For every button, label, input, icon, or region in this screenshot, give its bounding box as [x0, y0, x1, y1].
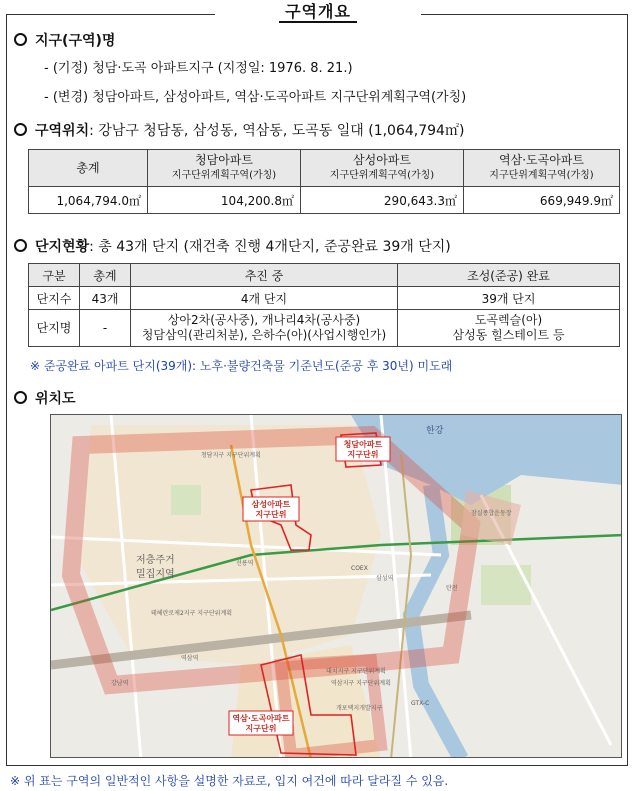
label-yeoksam-1: 역삼·도곡아파트 — [232, 714, 290, 723]
complex-cell: 4개 단지 — [131, 287, 398, 310]
section-heading: 구역위치 — [35, 123, 90, 139]
section-district-name — [14, 30, 115, 50]
label-samseong-station: 삼성역 — [376, 575, 394, 582]
page-title: 구역개요 — [215, 0, 421, 26]
area-header-cheongdam: 청담아파트 지구단위계획구역(가칭) — [148, 150, 301, 187]
area-value-cheongdam: 104,200.8㎡ — [148, 187, 301, 214]
label-gtx: GTX-C — [411, 700, 430, 707]
area-value-total: 1,064,794.0㎡ — [29, 187, 148, 214]
area-header-samsung: 삼성아파트 지구단위계획구역(가칭) — [301, 150, 464, 187]
complex-cell-done: 도곡렉슬(아) 삼성동 힐스테이트 등 — [398, 310, 620, 347]
section-heading: 위치도 — [35, 391, 76, 407]
circle-bullet-icon — [14, 33, 27, 46]
section-heading: 단지현황 — [35, 239, 90, 255]
label-yeoksam-2: 지구단위 — [245, 724, 277, 733]
area-header-total: 총계 — [29, 150, 148, 187]
label-daechi-zone: 대치지구 지구단위계획 — [326, 668, 386, 675]
complex-cell: 39개 단지 — [398, 287, 620, 310]
complex-header: 구분 — [29, 264, 80, 287]
status-text: : 총 43개 단지 (재건축 진행 4개단지, 준공완료 39개 단지) — [89, 239, 451, 255]
label-yeoksam-station: 역삼역 — [181, 655, 199, 662]
circle-bullet-icon — [14, 123, 27, 136]
label-gangnam-station: 강남역 — [111, 680, 129, 687]
label-low-zone-2: 밀집지역 — [136, 569, 175, 580]
district-name-changed: - (변경) 청담아파트, 삼성아파트, 역삼·도곡아파트 지구단위계획구역(가칭) — [44, 90, 467, 105]
complex-cell: 단지명 — [29, 310, 80, 347]
label-cheongdam-1: 청담아파트 — [343, 440, 383, 449]
label-samsung-2: 지구단위 — [255, 510, 287, 519]
complex-cell: 43개 — [80, 287, 131, 310]
section-location — [14, 120, 464, 140]
area-table — [28, 149, 620, 214]
section-heading: 지구(구역)명 — [35, 33, 116, 49]
district-name-existing: - (기정) 청담·도곡 아파트지구 (지정일: 1976. 8. 21.) — [44, 61, 353, 76]
label-yeoksam-zone: 역삼지구 지구단위계획 — [331, 680, 391, 687]
complex-cell: - — [80, 310, 131, 347]
label-coex: COEX — [351, 565, 368, 572]
footnote: ※ 위 표는 구역의 일반적인 사항을 설명한 자료로, 입지 여건에 따라 달라질 수 있음. — [10, 774, 449, 788]
section-complex-status — [14, 236, 451, 256]
label-samsung-1: 삼성아파트 — [251, 500, 291, 509]
area-value-samsung: 290,643.3㎡ — [301, 187, 464, 214]
label-jamsil: 잠실종합운동장 — [471, 510, 512, 517]
label-seolleung-station: 선릉역 — [236, 560, 254, 567]
area-header-yeoksam: 역삼·도곡아파트 지구단위계획구역(가칭) — [464, 150, 620, 187]
complex-cell: 단지수 — [29, 287, 80, 310]
label-cheongdam-zone: 청담지구 지구단위계획 — [201, 452, 261, 459]
complex-header: 조성(준공) 완료 — [398, 264, 620, 287]
section-location-map — [14, 388, 76, 408]
circle-bullet-icon — [14, 239, 27, 252]
complex-header: 총계 — [80, 264, 131, 287]
completion-note: ※ 준공완료 아파트 단지(39개): 노후·불량건축물 기준년도(준공 후 30년) 미도래 — [30, 359, 453, 373]
complex-header: 추진 중 — [131, 264, 398, 287]
label-cheongdam-2: 지구단위 — [347, 450, 379, 459]
complex-cell-ongoing: 상아2차(공사중), 개나리4차(공사중) 청담삼익(관리처분), 은하수(아)(사업시행인가) — [131, 310, 398, 347]
label-teheran-zone: 테헤란로제2지구 지구단위계획 — [151, 610, 233, 617]
complex-table — [28, 263, 620, 347]
area-value-yeoksam: 669,949.9㎡ — [464, 187, 620, 214]
circle-bullet-icon — [14, 391, 27, 404]
label-gaepo: 개포택지개발지구 — [336, 705, 383, 712]
location-map — [50, 414, 622, 758]
label-low-zone-1: 저층주거 — [136, 555, 175, 566]
map-svg — [51, 415, 622, 758]
label-tancheon: 탄천 — [446, 585, 458, 592]
location-text: : 강남구 청담동, 삼성동, 역삼동, 도곡동 일대 (1,064,794㎡) — [89, 123, 465, 139]
label-han-river: 한강 — [426, 426, 444, 436]
